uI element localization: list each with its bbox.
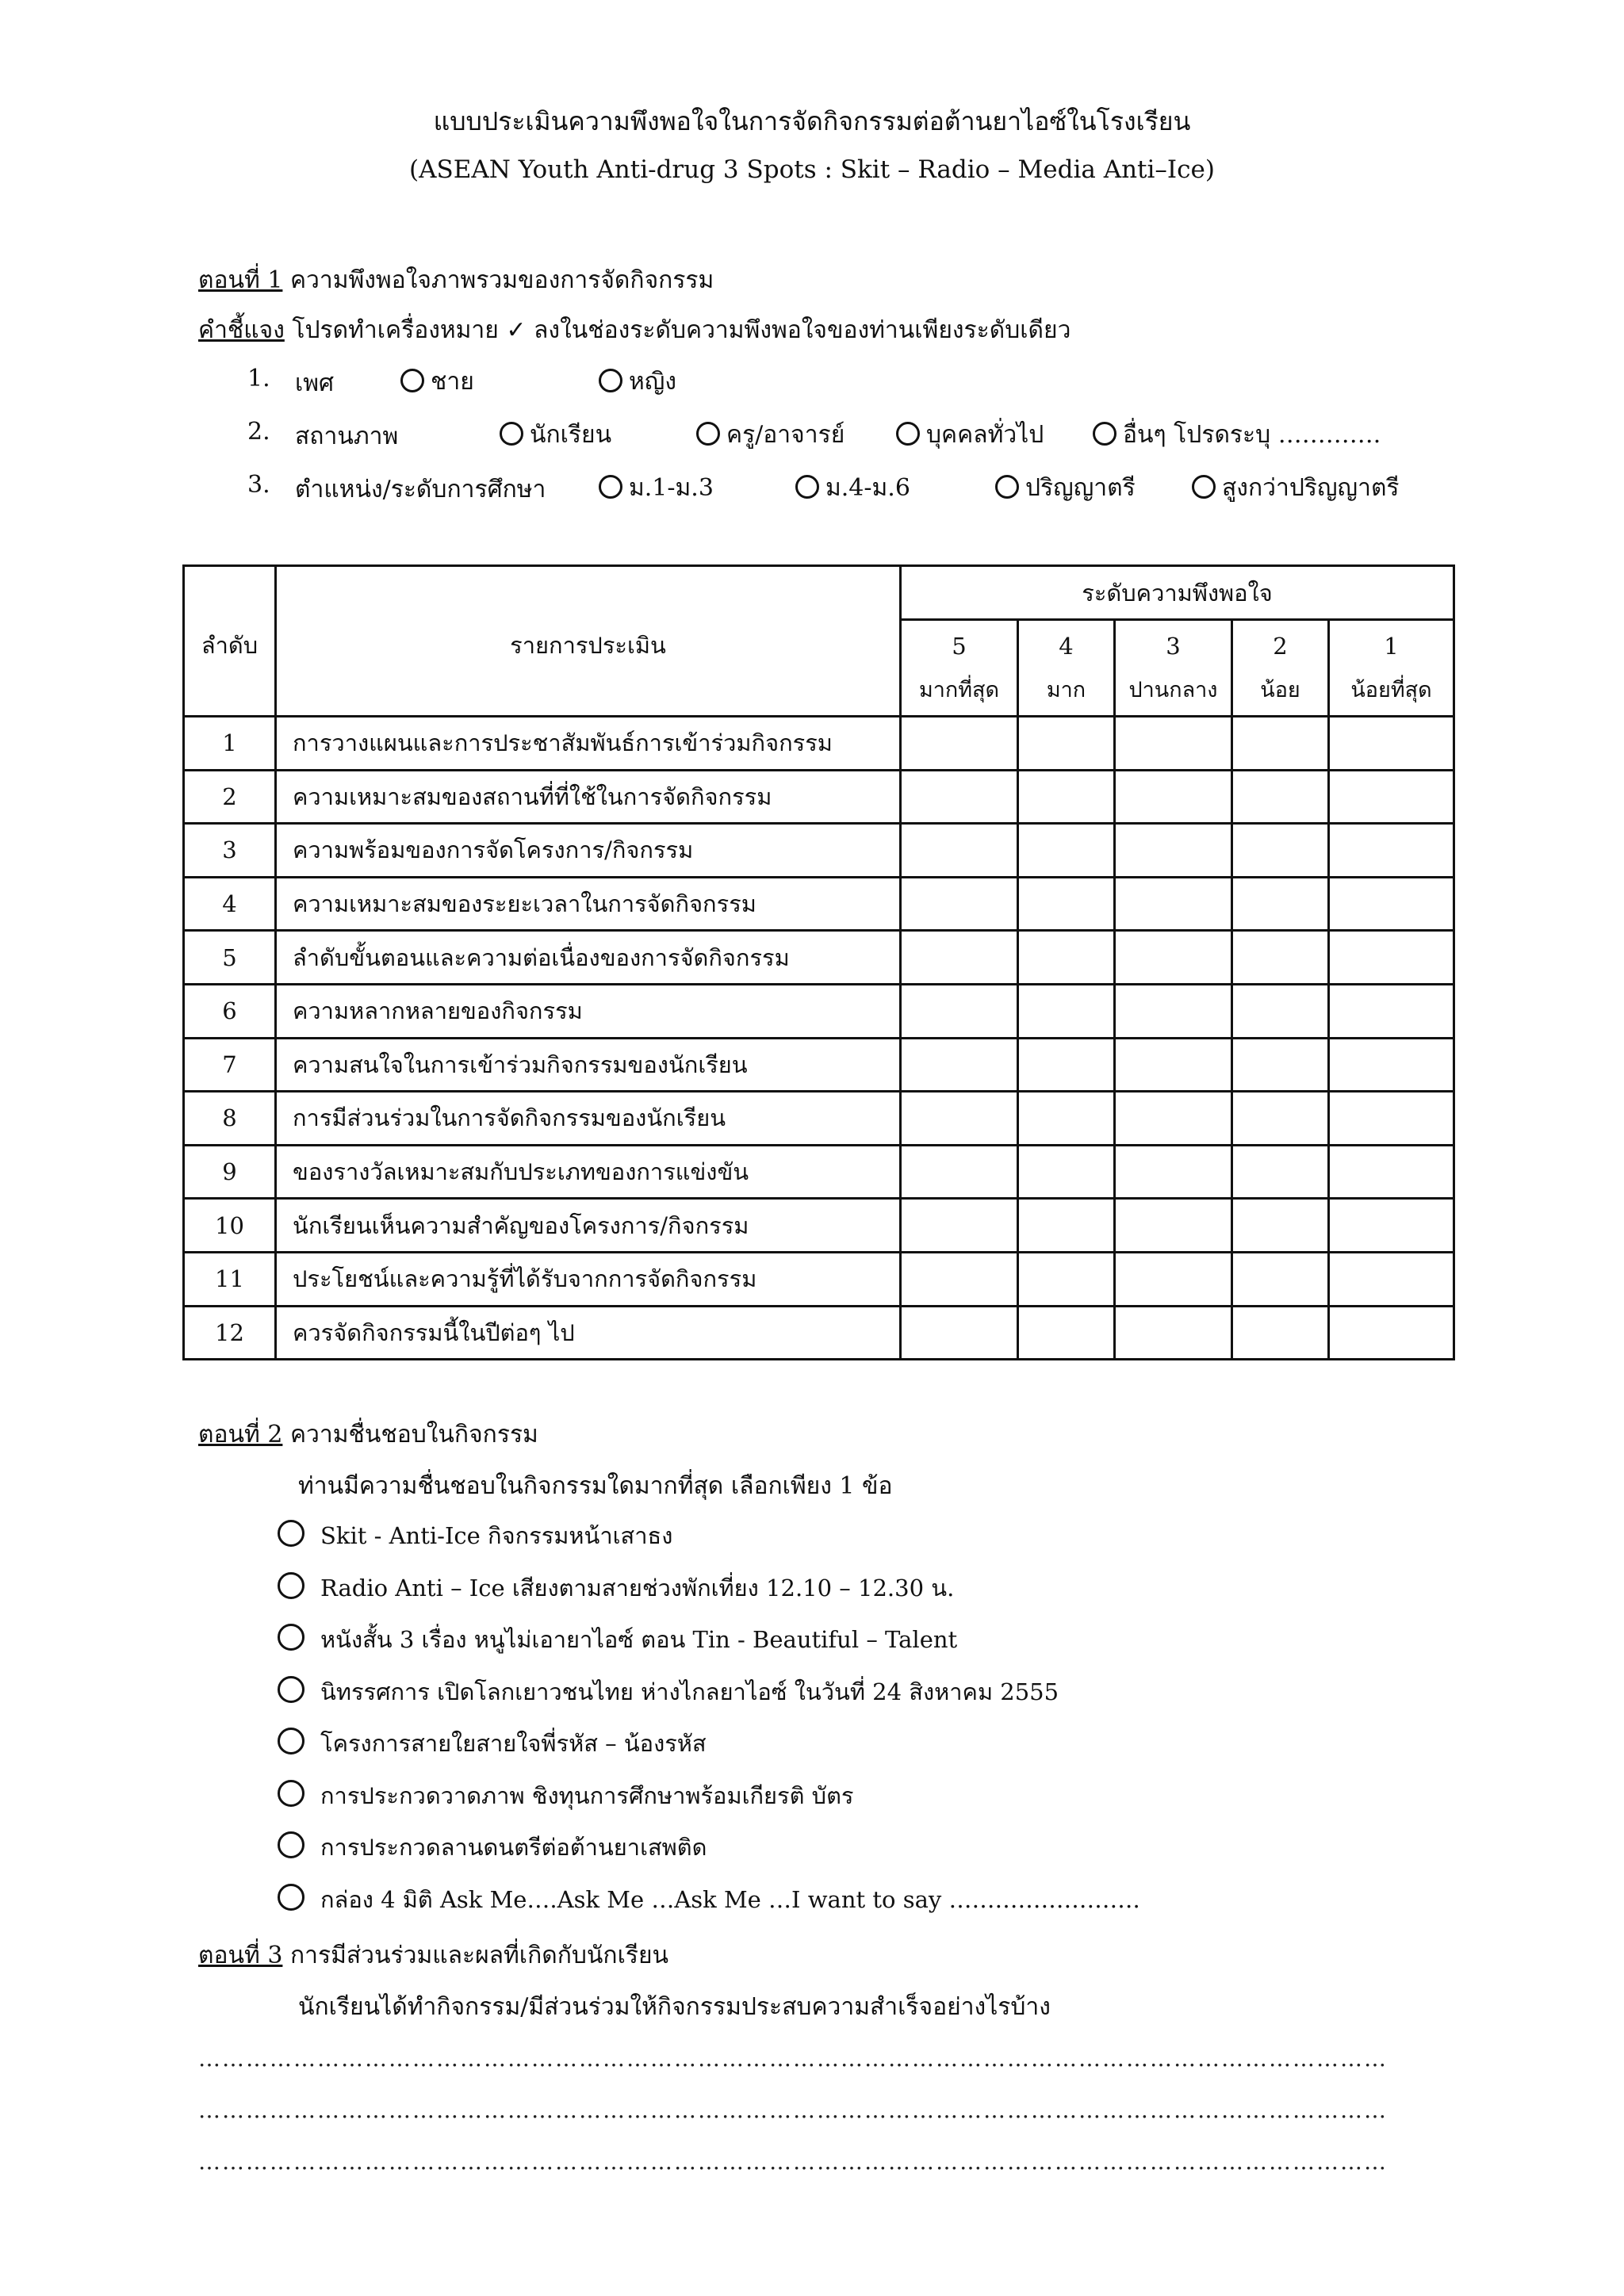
row-item: ควรจัดกิจกรรมนี้ในปีต่อๆ ไป bbox=[276, 1306, 901, 1360]
rating-cell-3[interactable] bbox=[1115, 717, 1232, 771]
level-number: 3 bbox=[1166, 632, 1181, 660]
answer-line[interactable]: …………………………………………………………………………………………………………………………………… bbox=[198, 2149, 1388, 2175]
radio-circle-icon[interactable] bbox=[696, 422, 720, 446]
rating-cell-1[interactable] bbox=[1329, 931, 1454, 985]
rating-cell-1[interactable] bbox=[1329, 1306, 1454, 1360]
level-number: 1 bbox=[1384, 632, 1399, 660]
level-header-2 bbox=[1232, 620, 1329, 717]
level-label: มาก bbox=[1046, 677, 1086, 702]
part1-title: ความพึงพอใจภาพรวมของการจัดกิจกรรม bbox=[282, 266, 714, 294]
part3-question: นักเรียนได้ทำกิจกรรม/มีส่วนร่วมให้กิจกรรมประสบความสำเร็จอย่างไรบ้าง bbox=[298, 1993, 1051, 2021]
row-number: 11 bbox=[184, 1252, 276, 1306]
col-header-order: ลำดับ bbox=[184, 566, 276, 717]
rating-cell-5[interactable] bbox=[901, 1145, 1018, 1199]
rating-cell-2[interactable] bbox=[1232, 1092, 1329, 1146]
row-number: 5 bbox=[184, 931, 276, 985]
rating-cell-2[interactable] bbox=[1232, 931, 1329, 985]
row-number: 1 bbox=[184, 717, 276, 771]
radio-circle-icon[interactable] bbox=[278, 1572, 304, 1599]
option-label: Skit - Anti-Ice กิจกรรมหน้าเสาธง bbox=[320, 1522, 673, 1549]
q2-option-public[interactable]: บุคคลทั่วไป bbox=[896, 416, 1044, 453]
option-label: หนังสั้น 3 เรื่อง หนูไม่เอายาไอซ์ ตอน Tin - Beautiful – Talent bbox=[320, 1626, 958, 1653]
q2-label: สถานภาพ bbox=[295, 423, 399, 450]
part2-option-3[interactable] bbox=[278, 1621, 957, 1658]
rating-cell-2[interactable] bbox=[1232, 877, 1329, 931]
table-row bbox=[184, 1038, 1454, 1092]
rating-cell-3[interactable] bbox=[1115, 770, 1232, 824]
rating-cell-5[interactable] bbox=[901, 1306, 1018, 1360]
rating-cell-3[interactable] bbox=[1115, 824, 1232, 878]
level-header-5 bbox=[901, 620, 1018, 717]
q3-option-bachelor[interactable]: ปริญญาตรี bbox=[995, 469, 1136, 507]
row-item: ความหลากหลายของกิจกรรม bbox=[276, 984, 901, 1038]
rating-cell-4[interactable] bbox=[1018, 1038, 1115, 1092]
answer-line[interactable]: …………………………………………………………………………………………………………………………………… bbox=[198, 2045, 1388, 2072]
rating-cell-2[interactable] bbox=[1232, 1306, 1329, 1360]
part1-instruction bbox=[198, 312, 1071, 349]
part2-option-8[interactable] bbox=[278, 1881, 1140, 1918]
row-number: 10 bbox=[184, 1199, 276, 1253]
row-item: ความสนใจในการเข้าร่วมกิจกรรมของนักเรียน bbox=[276, 1038, 901, 1092]
part2-option-5[interactable] bbox=[278, 1725, 707, 1762]
part3-heading bbox=[198, 1937, 668, 1974]
row-number: 7 bbox=[184, 1038, 276, 1092]
radio-circle-icon[interactable] bbox=[278, 1884, 304, 1911]
option-label: Radio Anti – Ice เสียงตามสายช่วงพักเที่ยง 12.10 – 12.30 น. bbox=[320, 1574, 955, 1601]
rating-cell-4[interactable] bbox=[1018, 1306, 1115, 1360]
q1-number: 1. bbox=[247, 365, 270, 392]
table-row bbox=[184, 984, 1454, 1038]
table-row bbox=[184, 770, 1454, 824]
option-label: การประกวดลานดนตรีต่อต้านยาเสพติด bbox=[320, 1834, 707, 1861]
rating-cell-1[interactable] bbox=[1329, 1092, 1454, 1146]
level-header-3 bbox=[1115, 620, 1232, 717]
rating-cell-5[interactable] bbox=[901, 1199, 1018, 1253]
radio-circle-icon[interactable] bbox=[278, 1676, 304, 1703]
rating-cell-5[interactable] bbox=[901, 824, 1018, 878]
radio-circle-icon[interactable] bbox=[995, 475, 1019, 499]
row-number: 9 bbox=[184, 1145, 276, 1199]
rating-cell-1[interactable] bbox=[1329, 824, 1454, 878]
part2-option-7[interactable] bbox=[278, 1829, 707, 1866]
part2-heading bbox=[198, 1416, 538, 1453]
rating-cell-4[interactable] bbox=[1018, 824, 1115, 878]
level-label: มากที่สุด bbox=[918, 677, 1000, 702]
radio-circle-icon[interactable] bbox=[1192, 475, 1216, 499]
rating-cell-4[interactable] bbox=[1018, 1145, 1115, 1199]
option-label: การประกวดวาดภาพ ชิงทุนการศึกษาพร้อมเกียรติ บัตร bbox=[320, 1781, 854, 1809]
q3-option-m4-m6[interactable]: ม.4-ม.6 bbox=[795, 469, 910, 507]
part3-label: ตอนที่ 3 bbox=[198, 1942, 283, 1969]
option-label: โครงการสายใยสายใจพี่รหัส – น้องรหัส bbox=[320, 1730, 707, 1757]
part2-option-4[interactable] bbox=[278, 1674, 1059, 1710]
instruction-text: โปรดทำเครื่องหมาย ✓ ลงในช่องระดับความพึงพอใจของท่านเพียงระดับเดียว bbox=[284, 316, 1071, 344]
radio-circle-icon[interactable] bbox=[400, 369, 424, 392]
row-number: 2 bbox=[184, 770, 276, 824]
part3-title: การมีส่วนร่วมและผลที่เกิดกับนักเรียน bbox=[282, 1942, 669, 1969]
rating-table bbox=[182, 564, 1455, 1360]
radio-circle-icon[interactable] bbox=[278, 1780, 304, 1807]
q1-label: เพศ bbox=[295, 369, 335, 397]
part2-title: ความชื่นชอบในกิจกรรม bbox=[282, 1421, 538, 1448]
table-row bbox=[184, 1306, 1454, 1360]
part1-heading bbox=[198, 262, 714, 299]
level-label: น้อย bbox=[1260, 677, 1300, 702]
option-label: กล่อง 4 มิติ Ask Me….Ask Me …Ask Me …I want to say ……………………. bbox=[320, 1885, 1140, 1913]
rating-cell-5[interactable] bbox=[901, 1092, 1018, 1146]
rating-cell-4[interactable] bbox=[1018, 770, 1115, 824]
rating-cell-1[interactable] bbox=[1329, 1252, 1454, 1306]
form-subtitle: (ASEAN Youth Anti-drug 3 Spots : Skit – Radio – Media Anti–Ice) bbox=[409, 155, 1215, 184]
rating-cell-4[interactable] bbox=[1018, 877, 1115, 931]
row-item: ความเหมาะสมของสถานที่ที่ใช้ในการจัดกิจกรรม bbox=[276, 770, 901, 824]
part1-label: ตอนที่ 1 bbox=[198, 266, 283, 294]
radio-circle-icon[interactable] bbox=[599, 475, 622, 499]
row-item: ความเหมาะสมของระยะเวลาในการจัดกิจกรรม bbox=[276, 877, 901, 931]
q3-option-m1-m3[interactable]: ม.1-ม.3 bbox=[599, 469, 714, 507]
level-number: 5 bbox=[952, 632, 967, 660]
instruction-label: คำชี้แจง bbox=[198, 316, 285, 344]
rating-cell-2[interactable] bbox=[1232, 770, 1329, 824]
level-label: น้อยที่สุด bbox=[1350, 677, 1432, 702]
radio-circle-icon[interactable] bbox=[1093, 422, 1116, 446]
q2-number: 2. bbox=[247, 418, 270, 446]
rating-cell-5[interactable] bbox=[901, 984, 1018, 1038]
q2-option-student[interactable]: นักเรียน bbox=[500, 416, 611, 453]
rating-cell-5[interactable] bbox=[901, 717, 1018, 771]
rating-cell-2[interactable] bbox=[1232, 1252, 1329, 1306]
rating-cell-2[interactable] bbox=[1232, 984, 1329, 1038]
row-number: 8 bbox=[184, 1092, 276, 1146]
rating-cell-5[interactable] bbox=[901, 1038, 1018, 1092]
rating-cell-4[interactable] bbox=[1018, 931, 1115, 985]
radio-circle-icon[interactable] bbox=[278, 1520, 304, 1547]
option-label: นิทรรศการ เปิดโลกเยาวชนไทย ห่างไกลยาไอซ์ ในวันที่ 24 สิงหาคม 2555 bbox=[320, 1678, 1059, 1705]
rating-cell-2[interactable] bbox=[1232, 824, 1329, 878]
q1-option-female[interactable]: หญิง bbox=[599, 363, 676, 400]
row-number: 4 bbox=[184, 877, 276, 931]
q2-option-other[interactable]: อื่นๆ โปรดระบุ …………. bbox=[1093, 416, 1381, 453]
row-number: 12 bbox=[184, 1306, 276, 1360]
rating-cell-3[interactable] bbox=[1115, 1306, 1232, 1360]
rating-cell-1[interactable] bbox=[1329, 1038, 1454, 1092]
row-item: นักเรียนเห็นความสำคัญของโครงการ/กิจกรรม bbox=[276, 1199, 901, 1253]
radio-circle-icon[interactable] bbox=[795, 475, 819, 499]
radio-circle-icon[interactable] bbox=[278, 1728, 304, 1755]
rating-cell-2[interactable] bbox=[1232, 1145, 1329, 1199]
rating-cell-2[interactable] bbox=[1232, 1199, 1329, 1253]
level-label: ปานกลาง bbox=[1128, 677, 1218, 702]
row-item: การวางแผนและการประชาสัมพันธ์การเข้าร่วมกิจกรรม bbox=[276, 717, 901, 771]
rating-cell-3[interactable] bbox=[1115, 1252, 1232, 1306]
rating-cell-1[interactable] bbox=[1329, 1145, 1454, 1199]
table-row bbox=[184, 717, 1454, 771]
part2-question: ท่านมีความชื่นชอบในกิจกรรมใดมากที่สุด เลือกเพียง 1 ข้อ bbox=[298, 1472, 893, 1500]
rating-cell-3[interactable] bbox=[1115, 1199, 1232, 1253]
rating-cell-3[interactable] bbox=[1115, 1145, 1232, 1199]
rating-cell-5[interactable] bbox=[901, 931, 1018, 985]
rating-cell-5[interactable] bbox=[901, 770, 1018, 824]
rating-cell-3[interactable] bbox=[1115, 1092, 1232, 1146]
form-title: แบบประเมินความพึงพอใจในการจัดกิจกรรมต่อต้านยาไอซ์ในโรงเรียน bbox=[433, 106, 1191, 136]
rating-cell-5[interactable] bbox=[901, 877, 1018, 931]
rating-cell-5[interactable] bbox=[901, 1252, 1018, 1306]
row-item: ลำดับขั้นตอนและความต่อเนื่องของการจัดกิจกรรม bbox=[276, 931, 901, 985]
rating-cell-1[interactable] bbox=[1329, 984, 1454, 1038]
rating-cell-4[interactable] bbox=[1018, 1199, 1115, 1253]
table-row bbox=[184, 1092, 1454, 1146]
rating-cell-2[interactable] bbox=[1232, 1038, 1329, 1092]
level-number: 2 bbox=[1273, 632, 1288, 660]
rating-cell-3[interactable] bbox=[1115, 877, 1232, 931]
q3-option-higher[interactable]: สูงกว่าปริญญาตรี bbox=[1192, 469, 1400, 507]
level-header-1 bbox=[1329, 620, 1454, 717]
radio-circle-icon[interactable] bbox=[278, 1624, 304, 1651]
rating-cell-1[interactable] bbox=[1329, 1199, 1454, 1253]
level-number: 4 bbox=[1059, 632, 1074, 660]
rating-cell-4[interactable] bbox=[1018, 1252, 1115, 1306]
table-row bbox=[184, 931, 1454, 985]
rating-cell-4[interactable] bbox=[1018, 717, 1115, 771]
part2-option-2[interactable] bbox=[278, 1570, 954, 1606]
radio-circle-icon[interactable] bbox=[500, 422, 523, 446]
rating-cell-1[interactable] bbox=[1329, 770, 1454, 824]
row-number: 3 bbox=[184, 824, 276, 878]
answer-line[interactable]: …………………………………………………………………………………………………………………………………… bbox=[198, 2097, 1388, 2123]
rating-cell-4[interactable] bbox=[1018, 984, 1115, 1038]
radio-circle-icon[interactable] bbox=[599, 369, 622, 392]
part2-option-1[interactable] bbox=[278, 1517, 672, 1554]
table-row bbox=[184, 1252, 1454, 1306]
rating-cell-4[interactable] bbox=[1018, 1092, 1115, 1146]
col-header-level: ระดับความพึงพอใจ bbox=[901, 566, 1454, 620]
q3-number: 3. bbox=[247, 471, 270, 499]
rating-cell-3[interactable] bbox=[1115, 931, 1232, 985]
row-item: ความพร้อมของการจัดโครงการ/กิจกรรม bbox=[276, 824, 901, 878]
part2-label: ตอนที่ 2 bbox=[198, 1421, 283, 1448]
table-row bbox=[184, 824, 1454, 878]
col-header-items: รายการประเมิน bbox=[276, 566, 901, 717]
row-number: 6 bbox=[184, 984, 276, 1038]
rating-cell-3[interactable] bbox=[1115, 984, 1232, 1038]
q1-option-male[interactable]: ชาย bbox=[400, 363, 474, 400]
row-item: การมีส่วนร่วมในการจัดกิจกรรมของนักเรียน bbox=[276, 1092, 901, 1146]
table-row bbox=[184, 1145, 1454, 1199]
table-row bbox=[184, 877, 1454, 931]
row-item: ของรางวัลเหมาะสมกับประเภทของการแข่งขัน bbox=[276, 1145, 901, 1199]
rating-cell-1[interactable] bbox=[1329, 877, 1454, 931]
q2-option-teacher[interactable]: ครู/อาจารย์ bbox=[696, 416, 845, 453]
q3-label: ตำแหน่ง/ระดับการศึกษา bbox=[295, 476, 546, 503]
part2-option-6[interactable] bbox=[278, 1777, 854, 1814]
level-header-4 bbox=[1018, 620, 1115, 717]
radio-circle-icon[interactable] bbox=[896, 422, 920, 446]
rating-cell-1[interactable] bbox=[1329, 717, 1454, 771]
table-row bbox=[184, 1199, 1454, 1253]
rating-cell-2[interactable] bbox=[1232, 717, 1329, 771]
row-item: ประโยชน์และความรู้ที่ได้รับจากการจัดกิจกรรม bbox=[276, 1252, 901, 1306]
rating-cell-3[interactable] bbox=[1115, 1038, 1232, 1092]
radio-circle-icon[interactable] bbox=[278, 1831, 304, 1858]
